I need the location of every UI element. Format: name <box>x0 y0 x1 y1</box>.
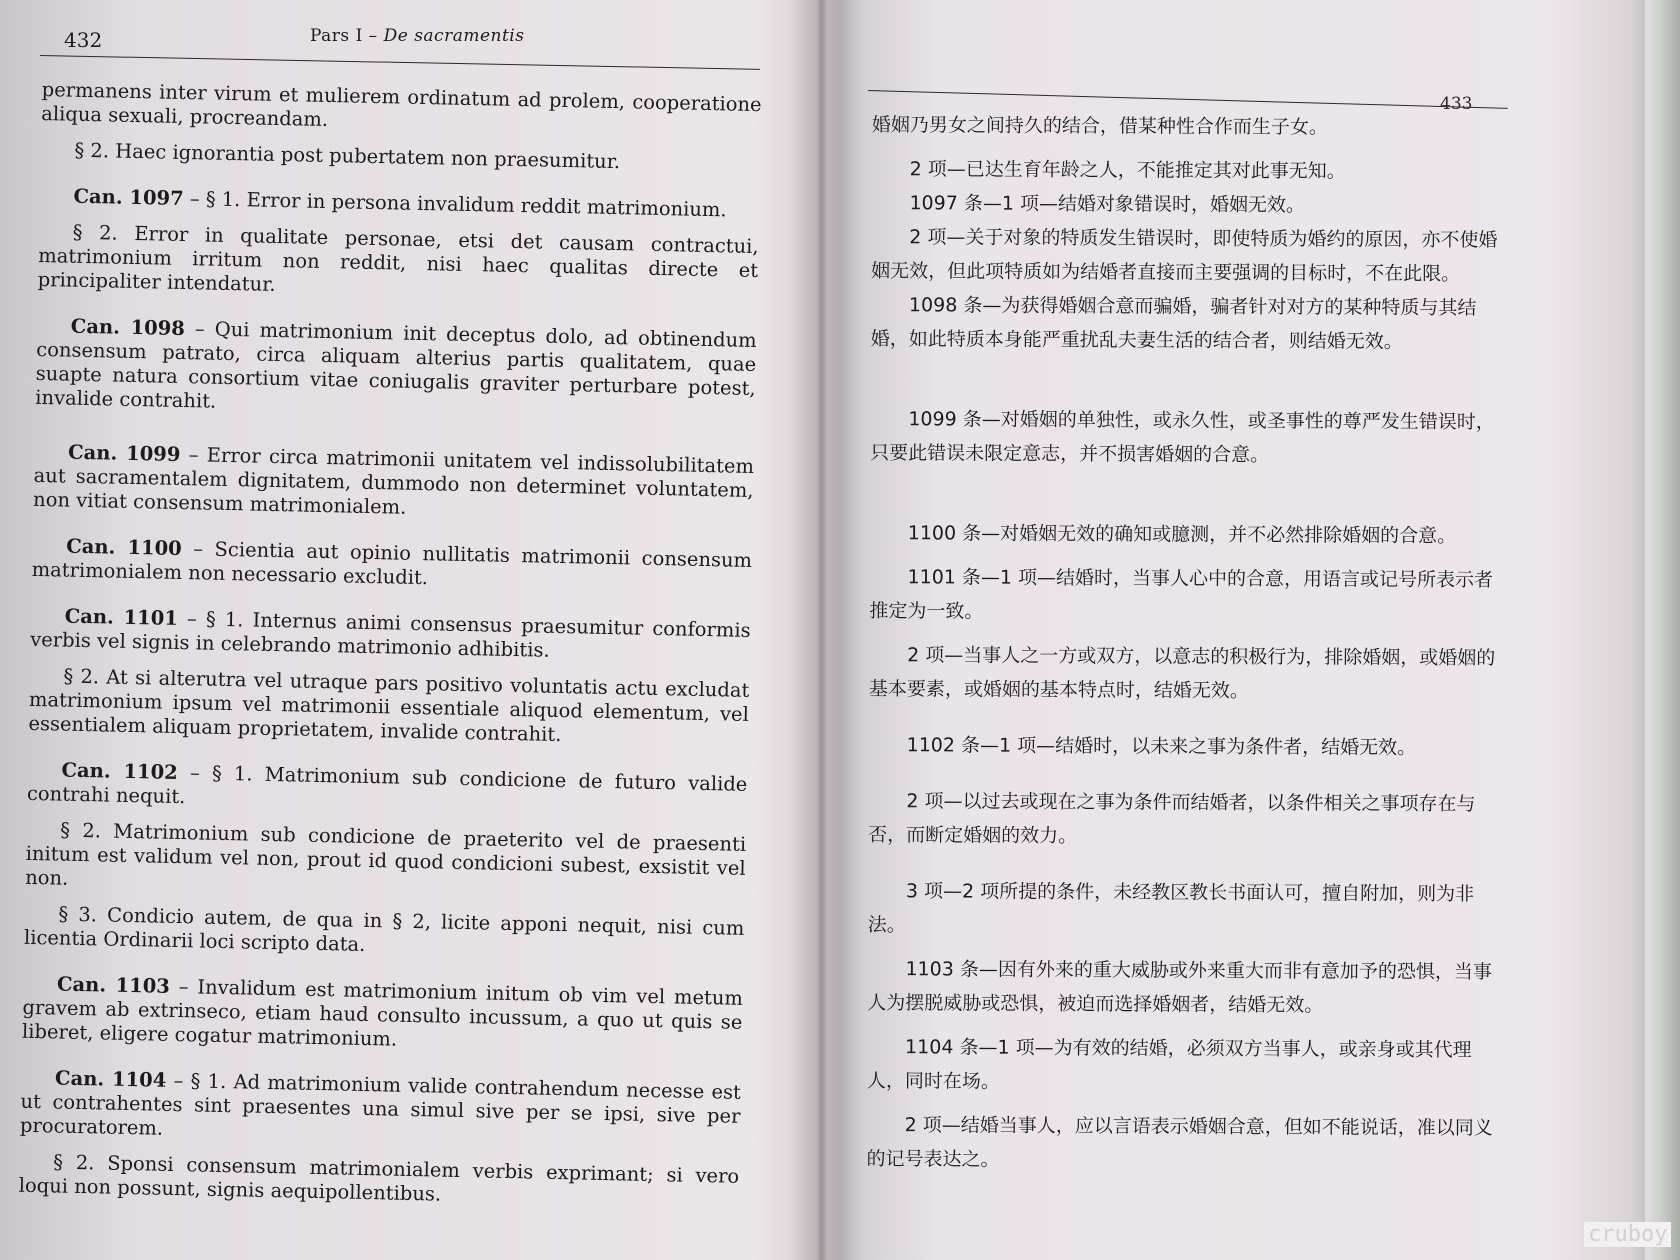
chinese-paragraph: 3 项—2 项所提的条件，未经教区教长书面认可，擅自附加，则为非法。 <box>867 880 1475 937</box>
latin-paragraph: § 2. Haec ignorantia post pubertatem non praesumitur. <box>74 138 621 174</box>
latin-paragraph: § 2. At si alterutra vel utraque pars positivo voluntatis actu excludat matrimonium ipsum vel matrimonii essentiale aliquod elementum, vel essentialem aliquam proprietatem, invalide contrahit. <box>28 664 750 747</box>
latin-paragraph: permanens inter virum et mulierem ordinatum ad prolem, cooperatione aliqua sexuali, procreandam. <box>41 78 762 131</box>
latin-paragraph: Can. 1102 – § 1. Matrimonium sub condicione de futuro valide contrahi nequit. <box>26 758 748 809</box>
chinese-paragraph: 2 项—以过去或现在之事为条件而结婚者，以条件相关之事项存在与否，而断定婚姻的效力。 <box>868 790 1476 848</box>
watermark: cruboy <box>1584 1222 1671 1247</box>
right-page-text <box>866 108 1512 1179</box>
latin-paragraph: § 3. Condicio autem, de qua in § 2, licite apponi nequit, nisi cum licentia Ordinarii loci scripto data. <box>23 902 745 956</box>
chinese-paragraph: 2 项—已达生育年龄之人，不能推定其对此事无知。 <box>909 158 1346 183</box>
chinese-paragraph: 1099 条—对婚姻的单独性，或永久性，或圣事性的尊严发生错误时，只要此错误未限定意志，并不损害婚姻的合意。 <box>870 408 1495 467</box>
left-running-head <box>40 22 760 56</box>
left-page-number: 432 <box>64 28 103 52</box>
chinese-paragraph: 婚姻乃男女之间持久的结合，借某种性合作而生子女。 <box>871 113 1328 139</box>
chinese-paragraph: 2 项—结婚当事人，应以言语表示婚姻合意，但如不能说话，准以同义的记号表达之。 <box>866 1114 1493 1171</box>
latin-paragraph: Can. 1097 – § 1. Error in persona invalidum reddit matrimonium. <box>73 184 727 222</box>
latin-paragraph: § 2. Matrimonium sub condicione de praeterito vel de praesenti initum est validum vel non, prout id quod condicioni subest, exsistit vel non. <box>25 818 747 890</box>
running-head-title: Pars I – De sacramentis <box>310 26 525 46</box>
chinese-paragraph: 1100 条—对婚姻无效的确知或臆测，并不必然排除婚姻的合意。 <box>907 522 1457 548</box>
chinese-paragraph: 1103 条—因有外来的重大威胁或外来重大而非有意加予的恐惧，当事人为摆脱威胁或恐惧，被迫而选择婚姻者，结婚无效。 <box>867 958 1492 1017</box>
latin-paragraph: Can. 1101 – § 1. Internus animi consensus praesumitur conformis verbis vel signis in celebrando matrimonio adhibitis. <box>29 604 751 662</box>
chinese-paragraph: 1101 条—1 项—结婚时，当事人心中的合意，用语言或记号所表示者推定为一致。 <box>869 566 1494 623</box>
chinese-paragraph: 2 项—关于对象的特质发生错误时，即使特质为婚约的原因，亦不使婚姻无效，但此项特质如为结婚者直接而主要强调的目标时，不在此限。 <box>871 226 1498 286</box>
chinese-paragraph: 1104 条—1 项—为有效的结婚，必须双方当事人，或亲身或其代理人，同时在场。 <box>866 1036 1472 1093</box>
chinese-paragraph: 1102 条—1 项—结婚时，以未来之事为条件者，结婚无效。 <box>906 734 1417 759</box>
chinese-paragraph: 1097 条—1 项—结婚对象错误时，婚姻无效。 <box>909 192 1306 217</box>
latin-paragraph: Can. 1098 – Qui matrimonium init deceptus dolo, ad obtinendum consensum patrato, circa aliquam alterius partis qualitatem, quae suapte natura consortium vitae coniugalis graviter perturbare potest, invalide contrahit. <box>35 314 757 413</box>
latin-paragraph: Can. 1099 – Error circa matrimonii unitatem vel indissolubilitatem aut sacramentalem dignitatem, dummodo non determinet voluntatem, non vitiat consensum matrimonialem. <box>32 440 755 519</box>
right-page-number: 433 <box>1440 94 1473 114</box>
latin-paragraph: § 2. Error in qualitate personae, etsi det causam contractui, matrimonium irritum non reddit, nisi haec qualitas directe et principaliter intendatur. <box>37 220 759 296</box>
latin-paragraph: § 2. Sponsi consensum matrimonialem verbis exprimant; si vero loqui non possunt, signis aequipollentibus. <box>18 1150 740 1206</box>
left-page-text <box>19 78 762 1213</box>
page-edge <box>1645 0 1680 1260</box>
chinese-paragraph: 2 项—当事人之一方或双方，以意志的积极行为，排除婚姻，或婚姻的基本要素，或婚姻的基本特点时，结婚无效。 <box>868 644 1496 702</box>
latin-paragraph: Can. 1103 – Invalidum est matrimonium initum ob vim vel metum gravem ab extrinseco, etiam haud consulto incussum, a quo ut quis se liberet, eligere cogatur matrimonium. <box>21 972 744 1051</box>
latin-paragraph: Can. 1100 – Scientia aut opinio nullitatis matrimonii consensum matrimonialem non necessario excludit. <box>31 534 753 590</box>
latin-paragraph: Can. 1104 – § 1. Ad matrimonium valide contrahendum necesse est ut contrahentes sint praesentes una simul sive per se ipsi, sive per procuratorem. <box>19 1066 742 1140</box>
chinese-paragraph: 1098 条—为获得婚姻合意而骗婚，骗者针对对方的某种特质与其结婚，如此特质本身能严重扰乱夫妻生活的结合者，则结婚无效。 <box>870 294 1477 353</box>
